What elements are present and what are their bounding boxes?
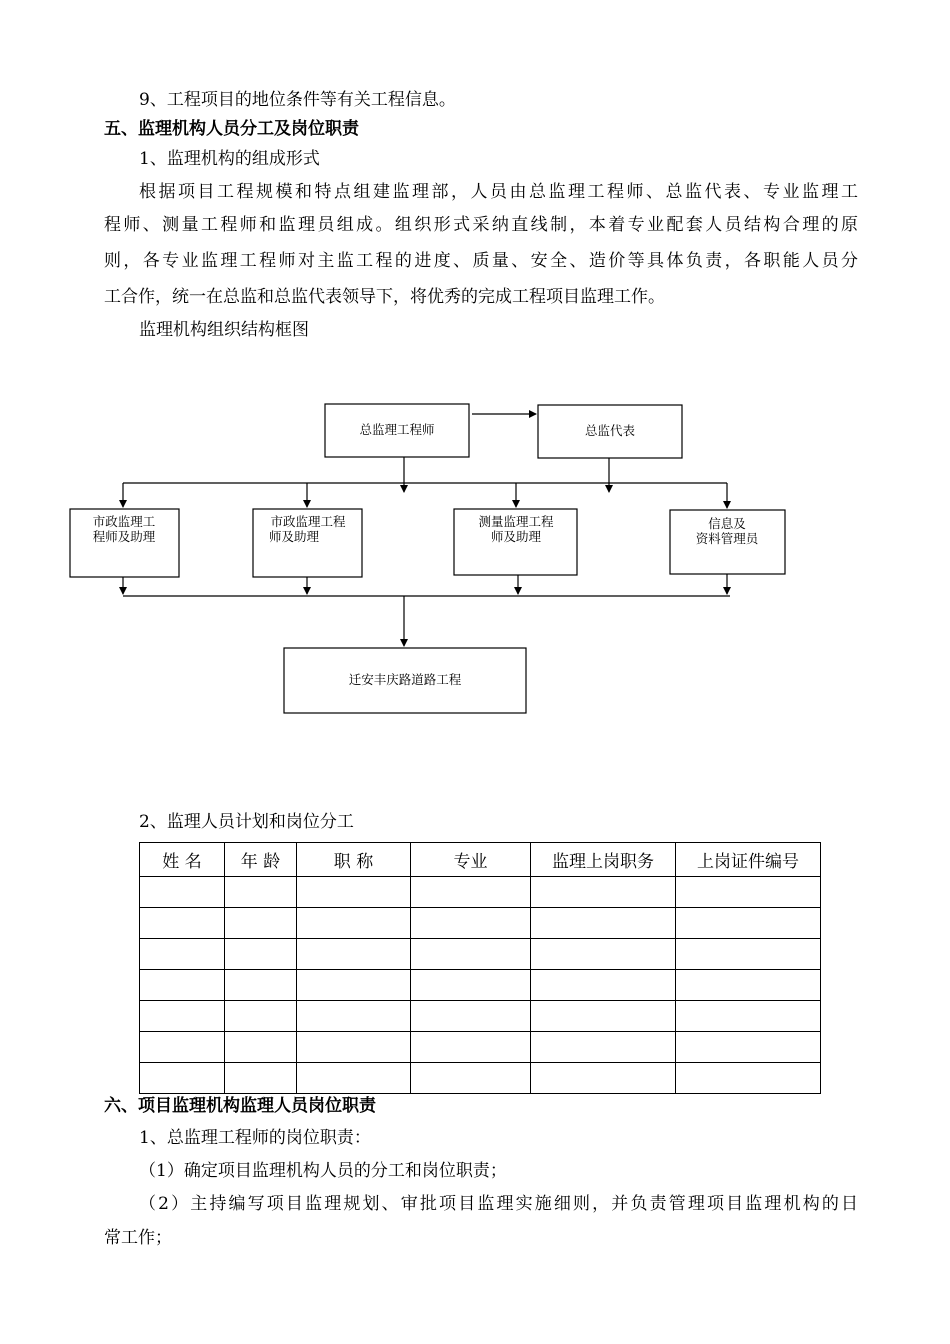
table-cell <box>411 1001 531 1032</box>
table-cell <box>411 1032 531 1063</box>
body-paragraph-line: 工合作，统一在总监和总监代表领导下，将优秀的完成工程项目监理工作。 <box>104 287 665 307</box>
table-row <box>140 939 821 970</box>
project-label: 迁安丰庆路道路工程 <box>348 672 462 687</box>
column-header-position: 监理上岗职务 <box>531 843 676 877</box>
table-row <box>140 1032 821 1063</box>
table-row <box>140 877 821 908</box>
table-cell <box>297 908 411 939</box>
unit-3-label-line2: 师及助理 <box>490 529 542 544</box>
list-item-9: 9、工程项目的地位条件等有关工程信息。 <box>139 90 456 110</box>
column-header-name: 姓 名 <box>140 843 225 877</box>
table-cell <box>531 908 676 939</box>
deputy-label: 总监代表 <box>584 423 636 438</box>
unit-2-label-line1: 市政监理工程 <box>270 514 346 529</box>
section-5-heading: 五、监理机构人员分工及岗位职责 <box>104 119 359 139</box>
table-cell <box>140 877 225 908</box>
table-row <box>140 1063 821 1094</box>
table-cell <box>140 1001 225 1032</box>
chart-caption: 监理机构组织结构框图 <box>139 320 309 340</box>
section-6-heading: 六、项目监理机构监理人员岗位职责 <box>104 1096 376 1116</box>
duty-item-1: （1）确定项目监理机构人员的分工和岗位职责； <box>139 1161 507 1181</box>
table-cell <box>225 1063 297 1094</box>
column-header-specialty: 专业 <box>411 843 531 877</box>
table-row <box>140 908 821 939</box>
table-cell <box>297 877 411 908</box>
table-cell <box>531 1001 676 1032</box>
table-cell <box>411 908 531 939</box>
table-cell <box>297 939 411 970</box>
unit-1-label-line2: 程师及助理 <box>92 529 156 544</box>
table-cell <box>676 1032 821 1063</box>
table-cell <box>531 877 676 908</box>
table-cell <box>225 877 297 908</box>
table-cell <box>531 939 676 970</box>
table-cell <box>297 970 411 1001</box>
table-cell <box>140 1063 225 1094</box>
table-cell <box>411 877 531 908</box>
unit-1-label-line1: 市政监理工 <box>92 514 156 529</box>
table-cell <box>411 1063 531 1094</box>
chief-engineer-label: 总监理工程师 <box>359 422 435 437</box>
column-header-age: 年 龄 <box>225 843 297 877</box>
duty-item-2-continued: 常工作； <box>104 1228 172 1248</box>
table-cell <box>676 1063 821 1094</box>
column-header-title: 职 称 <box>297 843 411 877</box>
body-paragraph-line: 根据项目工程规模和特点组建监理部，人员由总监理工程师、总监代表、专业监理工 <box>139 182 858 202</box>
table-cell <box>411 939 531 970</box>
table-cell <box>225 908 297 939</box>
table-cell <box>531 1063 676 1094</box>
table-cell <box>676 908 821 939</box>
staff-plan-table <box>139 842 821 1094</box>
column-header-certificate: 上岗证件编号 <box>676 843 821 877</box>
table-header-row <box>140 843 821 877</box>
table-cell <box>297 1063 411 1094</box>
table-cell <box>531 1032 676 1063</box>
table-cell <box>676 970 821 1001</box>
table-cell <box>676 1001 821 1032</box>
table-cell <box>140 939 225 970</box>
body-paragraph-line: 程师、测量工程师和监理员组成。组织形式采纳直线制，本着专业配套人员结构合理的原 <box>104 215 858 235</box>
table-cell <box>140 1032 225 1063</box>
unit-3-label-line1: 测量监理工程 <box>478 514 554 529</box>
table-cell <box>225 970 297 1001</box>
table-row <box>140 1001 821 1032</box>
table-row <box>140 970 821 1001</box>
duty-heading: 1、总监理工程师的岗位职责： <box>139 1128 371 1148</box>
table-cell <box>531 970 676 1001</box>
table-cell <box>411 970 531 1001</box>
table-cell <box>225 939 297 970</box>
table-cell <box>225 1001 297 1032</box>
table-cell <box>140 970 225 1001</box>
table-cell <box>676 939 821 970</box>
table-cell <box>297 1032 411 1063</box>
unit-2-label-line2: 师及助理 <box>268 529 320 544</box>
body-paragraph-line: 则，各专业监理工程师对主监工程的进度、质量、安全、造价等具体负责，各职能人员分 <box>104 251 858 271</box>
unit-4-label-line2: 资料管理员 <box>695 531 759 546</box>
unit-4-label-line1: 信息及 <box>708 516 746 531</box>
subsection-2-heading: 2、监理人员计划和岗位分工 <box>139 812 354 832</box>
table-cell <box>225 1032 297 1063</box>
table-cell <box>676 877 821 908</box>
table-cell <box>297 1001 411 1032</box>
subsection-1-heading: 1、监理机构的组成形式 <box>139 149 320 169</box>
table-cell <box>140 908 225 939</box>
duty-item-2: （2）主持编写项目监理规划、审批项目监理实施细则，并负责管理项目监理机构的日 <box>139 1194 858 1214</box>
